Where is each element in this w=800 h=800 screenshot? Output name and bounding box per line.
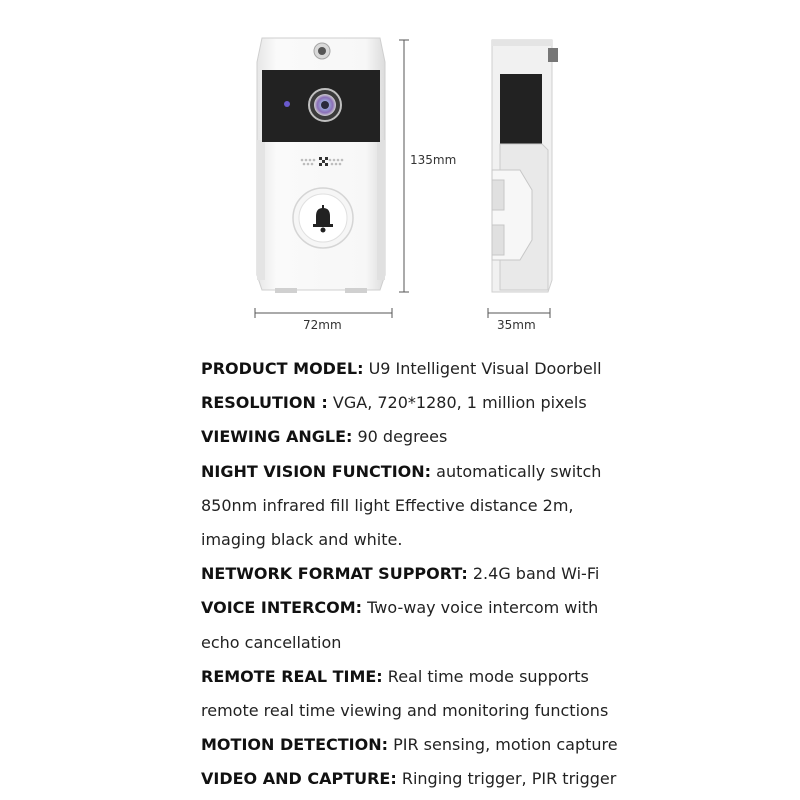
width-dimension-line xyxy=(255,308,392,318)
width-label: 72mm xyxy=(303,318,342,332)
spec-line: NETWORK FORMAT SUPPORT: 2.4G band Wi-Fi xyxy=(201,564,600,584)
spec-line: NIGHT VISION FUNCTION: automatically switch xyxy=(201,461,602,481)
spec-list xyxy=(201,355,791,799)
depth-label: 35mm xyxy=(497,318,536,332)
front-view xyxy=(257,38,385,293)
spec-line: VIEWING ANGLE: 90 degrees xyxy=(201,427,448,447)
spec-line: REMOTE REAL TIME: Real time mode supports xyxy=(201,666,589,686)
spec-line: imaging black and white. xyxy=(201,529,403,549)
height-dimension-line xyxy=(399,40,409,292)
product-diagram xyxy=(0,0,800,345)
spec-line: 850nm infrared fill light Effective distance 2m, xyxy=(201,495,574,515)
height-label: 135mm xyxy=(410,153,457,167)
spec-line: PRODUCT MODEL: U9 Intelligent Visual Doorbell xyxy=(201,359,602,378)
spec-line: echo cancellation xyxy=(201,632,342,652)
indicator-light xyxy=(284,101,290,107)
spec-line: remote real time viewing and monitoring functions xyxy=(201,700,609,720)
spec-line: VIDEO AND CAPTURE: Ringing trigger, PIR trigger xyxy=(201,769,617,789)
spec-line: RESOLUTION : VGA, 720*1280, 1 million pixels xyxy=(201,393,587,413)
spec-line: MOTION DETECTION: PIR sensing, motion capture xyxy=(201,735,618,755)
spec-line: VOICE INTERCOM: Two-way voice intercom with xyxy=(201,598,599,618)
depth-dimension-line xyxy=(488,308,550,318)
side-view xyxy=(492,40,558,292)
doorbell-drawing xyxy=(0,0,800,345)
